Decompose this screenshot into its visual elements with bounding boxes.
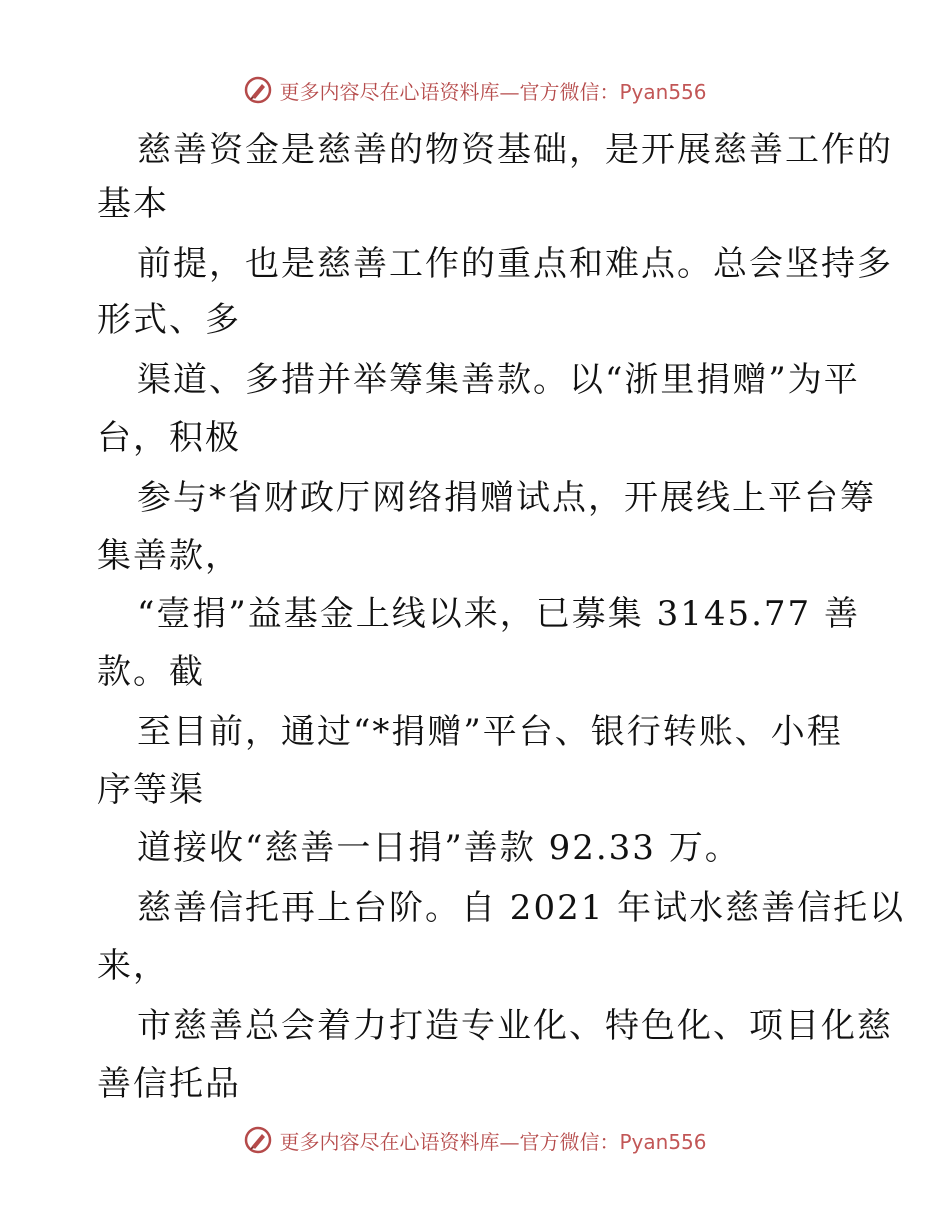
text-line-5: 渠道、多措并举筹集善款。以“浙里捐赠”为平 (137, 360, 860, 400)
text-line-4: 形式、多 (97, 300, 241, 340)
text-line-14: 慈善信托再上台阶。自 2021 年试水慈善信托以 (137, 888, 906, 928)
text-line-13: 道接收“慈善一日捐”善款 92.33 万。 (137, 828, 741, 868)
text-line-2: 基本 (97, 184, 169, 224)
pen-logo-icon (243, 75, 273, 105)
text-line-7: 参与*省财政厅网络捐赠试点，开展线上平台筹 (137, 478, 876, 518)
text-line-3: 前提，也是慈善工作的重点和难点。总会坚持多 (137, 244, 893, 284)
header-watermark-id: Pyan556 (619, 79, 707, 104)
text-line-12: 序等渠 (97, 770, 205, 810)
text-line-8: 集善款， (97, 536, 241, 576)
header-watermark-text: 更多内容尽在心语资料库—官方微信： (279, 79, 620, 104)
text-line-6: 台，积极 (97, 418, 241, 458)
pen-logo-icon (243, 1125, 273, 1155)
text-line-15: 来， (97, 946, 169, 986)
text-line-11: 至目前，通过“*捐赠”平台、银行转账、小程 (137, 712, 843, 752)
footer-watermark (0, 1122, 950, 1158)
text-line-17: 善信托品 (97, 1064, 241, 1104)
text-line-9: “壹捐”益基金上线以来，已募集 3145.77 善 (137, 594, 860, 634)
header-watermark (0, 72, 950, 108)
text-line-1: 慈善资金是慈善的物资基础，是开展慈善工作的 (137, 130, 893, 170)
footer-watermark-text: 更多内容尽在心语资料库—官方微信： (279, 1129, 620, 1154)
text-line-10: 款。截 (97, 652, 205, 692)
footer-watermark-id: Pyan556 (619, 1129, 707, 1154)
text-line-16: 市慈善总会着力打造专业化、特色化、项目化慈 (137, 1006, 893, 1046)
